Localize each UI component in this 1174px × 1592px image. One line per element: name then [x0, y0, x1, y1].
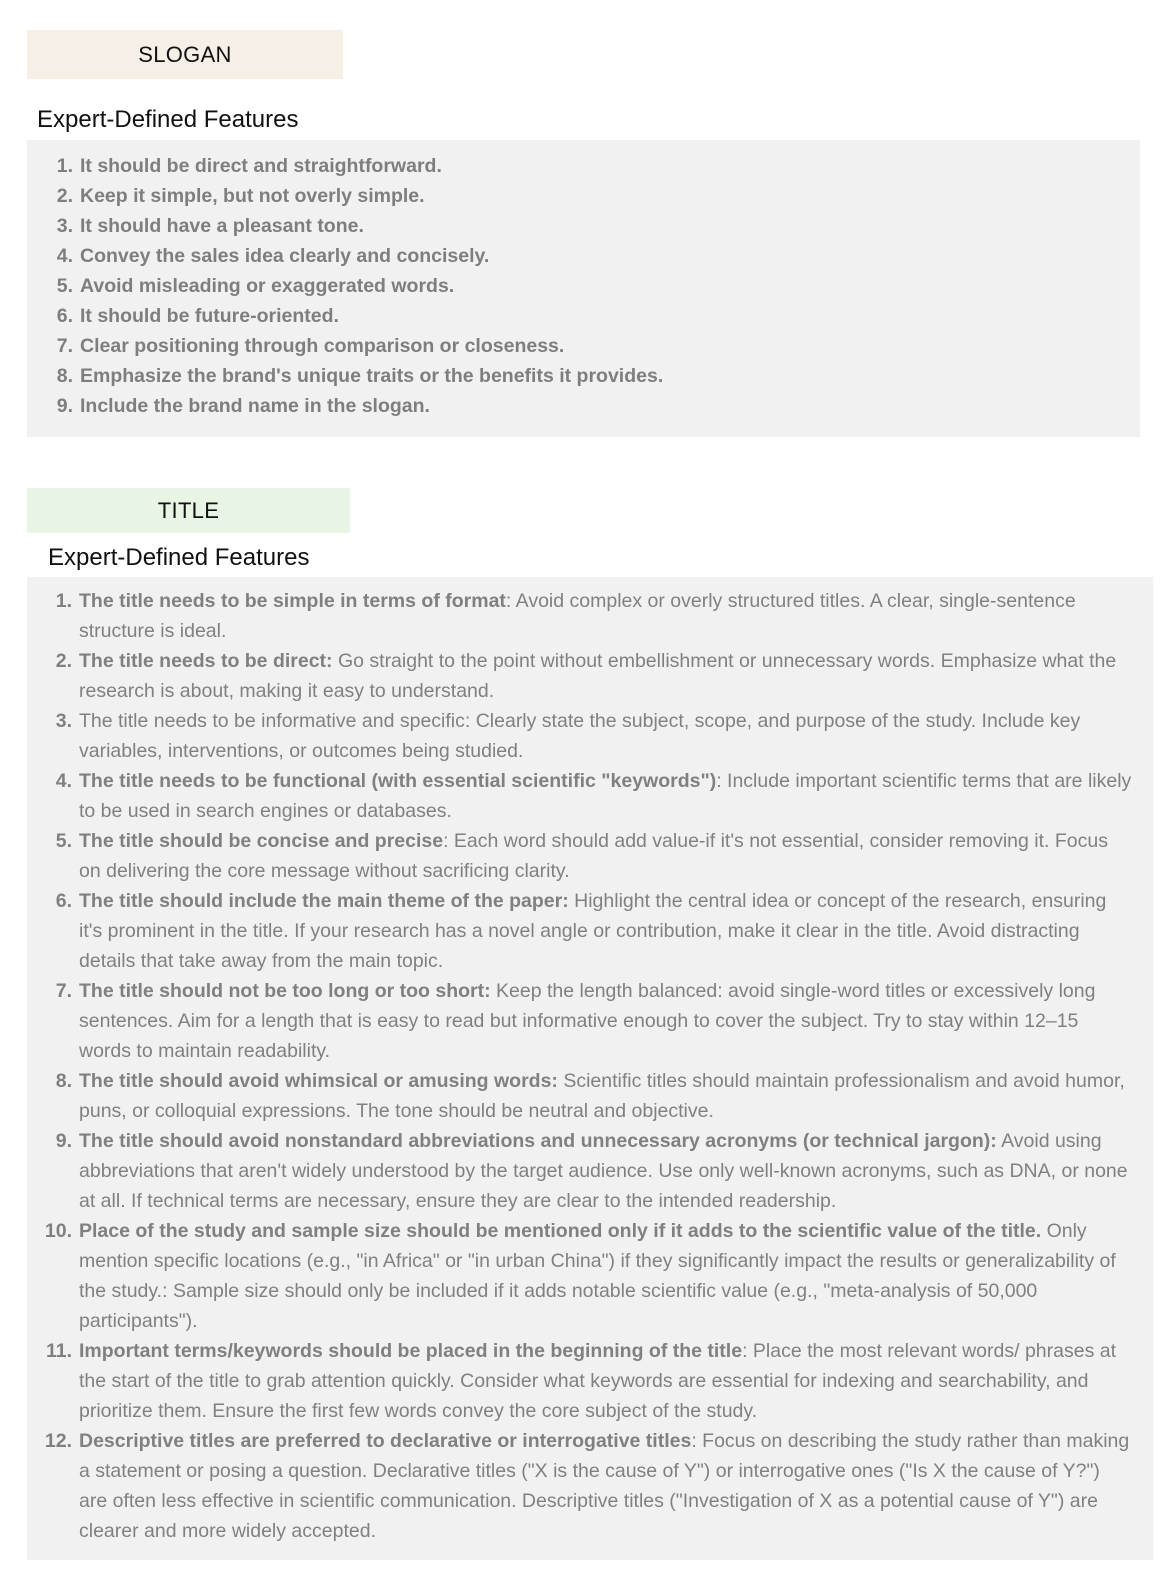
- slogan-features-list: [40, 151, 1120, 421]
- item-text: It should be direct and straightforward.: [80, 155, 442, 177]
- title-features-heading: Expert-Defined Features: [48, 544, 310, 571]
- list-item: [32, 976, 1132, 1066]
- item-number: 7.: [56, 335, 73, 357]
- item-number: 10.: [44, 1220, 72, 1242]
- item-number: 9.: [56, 395, 73, 417]
- list-item: [40, 301, 1120, 331]
- list-item: [32, 1336, 1132, 1426]
- item-text: Scientific titles should maintain professionalism and avoid humor, puns, or colloquial expressions. The tone should be neutral and objective.: [79, 1070, 1125, 1122]
- list-item: [32, 1066, 1132, 1126]
- item-text: Clear positioning through comparison or closeness.: [80, 335, 565, 357]
- item-lead: The title should be concise and precise: [79, 830, 444, 852]
- list-item: [40, 361, 1120, 391]
- slogan-features-heading: Expert-Defined Features: [37, 106, 299, 133]
- list-item: [32, 646, 1132, 706]
- slogan-features-panel: [27, 140, 1140, 437]
- list-item: [32, 706, 1132, 766]
- item-text: : Place the most relevant words/ phrases at the start of the title to grab attention quickly. Consider what keywords are essential for indexing and searchability, and prioritize them. Ensure the first few words convey the core subject of the study.: [79, 1340, 1117, 1422]
- item-number: 7.: [55, 980, 72, 1002]
- item-text: Highlight the central idea or concept of the research, ensuring it's prominent in the title. If your research has a novel angle or contribution, make it clear in the title. Avoid distracting details that take away from the main topic.: [79, 890, 1107, 972]
- list-item: [40, 271, 1120, 301]
- list-item: [40, 151, 1120, 181]
- item-text: : Each word should add value-if it's not essential, consider removing it. Focus on delivering the core message without sacrificing clarity.: [79, 830, 1108, 882]
- item-number: 4.: [56, 245, 73, 267]
- item-text: It should have a pleasant tone.: [80, 215, 364, 237]
- item-number: 12.: [44, 1430, 72, 1452]
- item-number: 5.: [55, 830, 72, 852]
- item-text: Keep the length balanced: avoid single-word titles or excessively long sentences. Aim for a length that is easy to read but informative enough to cover the subject. Try to stay within 12–15 words to maintain readability.: [79, 980, 1096, 1062]
- item-text: It should be future-oriented.: [80, 305, 339, 327]
- item-text: : Include important scientific terms that are likely to be used in search engines or databases.: [79, 770, 1132, 822]
- slogan-section-tag: SLOGAN: [27, 30, 343, 79]
- item-number: 6.: [55, 890, 72, 912]
- item-lead: The title needs to be simple in terms of format: [79, 590, 506, 612]
- item-number: 1.: [56, 155, 73, 177]
- title-features-panel: [27, 577, 1153, 1560]
- item-text: Emphasize the brand's unique traits or the benefits it provides.: [80, 365, 664, 387]
- item-number: 11.: [45, 1340, 72, 1362]
- item-lead: Descriptive titles are preferred to declarative or interrogative titles: [79, 1430, 692, 1452]
- item-number: 8.: [56, 365, 73, 387]
- item-lead: The title should avoid nonstandard abbreviations and unnecessary acronyms (or technical jargon):: [79, 1130, 997, 1152]
- item-number: 3.: [56, 215, 73, 237]
- item-number: 8.: [55, 1070, 72, 1092]
- list-item: [40, 211, 1120, 241]
- item-text: : Focus on describing the study rather than making a statement or posing a question. Declarative titles ("X is the cause of Y") or interrogative ones ("Is X the cause of Y?") are often less effective in scientific communication. Descriptive titles ("Investigation of X as a potential cause of Y") are clearer and more widely accepted.: [79, 1430, 1130, 1542]
- item-lead: Important terms/keywords should be placed in the beginning of the title: [79, 1340, 743, 1362]
- list-item: [32, 1216, 1132, 1336]
- item-lead: The title should include the main theme of the paper:: [79, 890, 569, 912]
- list-item: [32, 1426, 1132, 1546]
- item-number: 9.: [55, 1130, 72, 1152]
- item-number: 4.: [55, 770, 72, 792]
- item-text: Keep it simple, but not overly simple.: [80, 185, 425, 207]
- item-text: : Avoid complex or overly structured titles. A clear, single-sentence structure is ideal.: [79, 590, 1076, 642]
- item-lead: The title should avoid whimsical or amusing words:: [79, 1070, 558, 1092]
- list-item: [32, 586, 1132, 646]
- item-number: 3.: [55, 710, 72, 732]
- item-number: 6.: [56, 305, 73, 327]
- list-item: [32, 826, 1132, 886]
- item-number: 1.: [55, 590, 72, 612]
- list-item: [32, 1126, 1132, 1216]
- list-item: [40, 181, 1120, 211]
- list-item: [40, 391, 1120, 421]
- item-lead: The title should not be too long or too short:: [79, 980, 491, 1002]
- title-section-tag: TITLE: [27, 488, 350, 533]
- title-features-list: [32, 586, 1132, 1546]
- item-text: Convey the sales idea clearly and concisely.: [80, 245, 490, 267]
- list-item: [32, 886, 1132, 976]
- item-number: 2.: [55, 650, 72, 672]
- list-item: [32, 766, 1132, 826]
- item-number: 2.: [56, 185, 73, 207]
- item-lead: The title needs to be direct:: [79, 650, 333, 672]
- item-text: Include the brand name in the slogan.: [80, 395, 430, 417]
- item-text: Only mention specific locations (e.g., "in Africa" or "in urban China") if they significantly impact the results or generalizability of the study.: Sample size should only be included if it adds notable scientific value (e.g., "meta-analysis of 50,000 participants").: [79, 1220, 1116, 1332]
- list-item: [40, 331, 1120, 361]
- item-lead: Place of the study and sample size should be mentioned only if it adds to the scientific value of the title.: [79, 1220, 1042, 1242]
- item-text: The title needs to be informative and specific: Clearly state the subject, scope, and purpose of the study. Include key variables, interventions, or outcomes being studied.: [79, 710, 1081, 762]
- item-text: Avoid misleading or exaggerated words.: [80, 275, 455, 297]
- item-number: 5.: [56, 275, 73, 297]
- item-text: Go straight to the point without embellishment or unnecessary words. Emphasize what the research is about, making it easy to understand.: [79, 650, 1117, 702]
- list-item: [40, 241, 1120, 271]
- item-text: Avoid using abbreviations that aren't widely understood by the target audience. Use only well-known acronyms, such as DNA, or none at all. If technical terms are necessary, ensure they are clear to the intended readership.: [79, 1130, 1128, 1212]
- item-lead: The title needs to be functional (with essential scientific "keywords"): [79, 770, 717, 792]
